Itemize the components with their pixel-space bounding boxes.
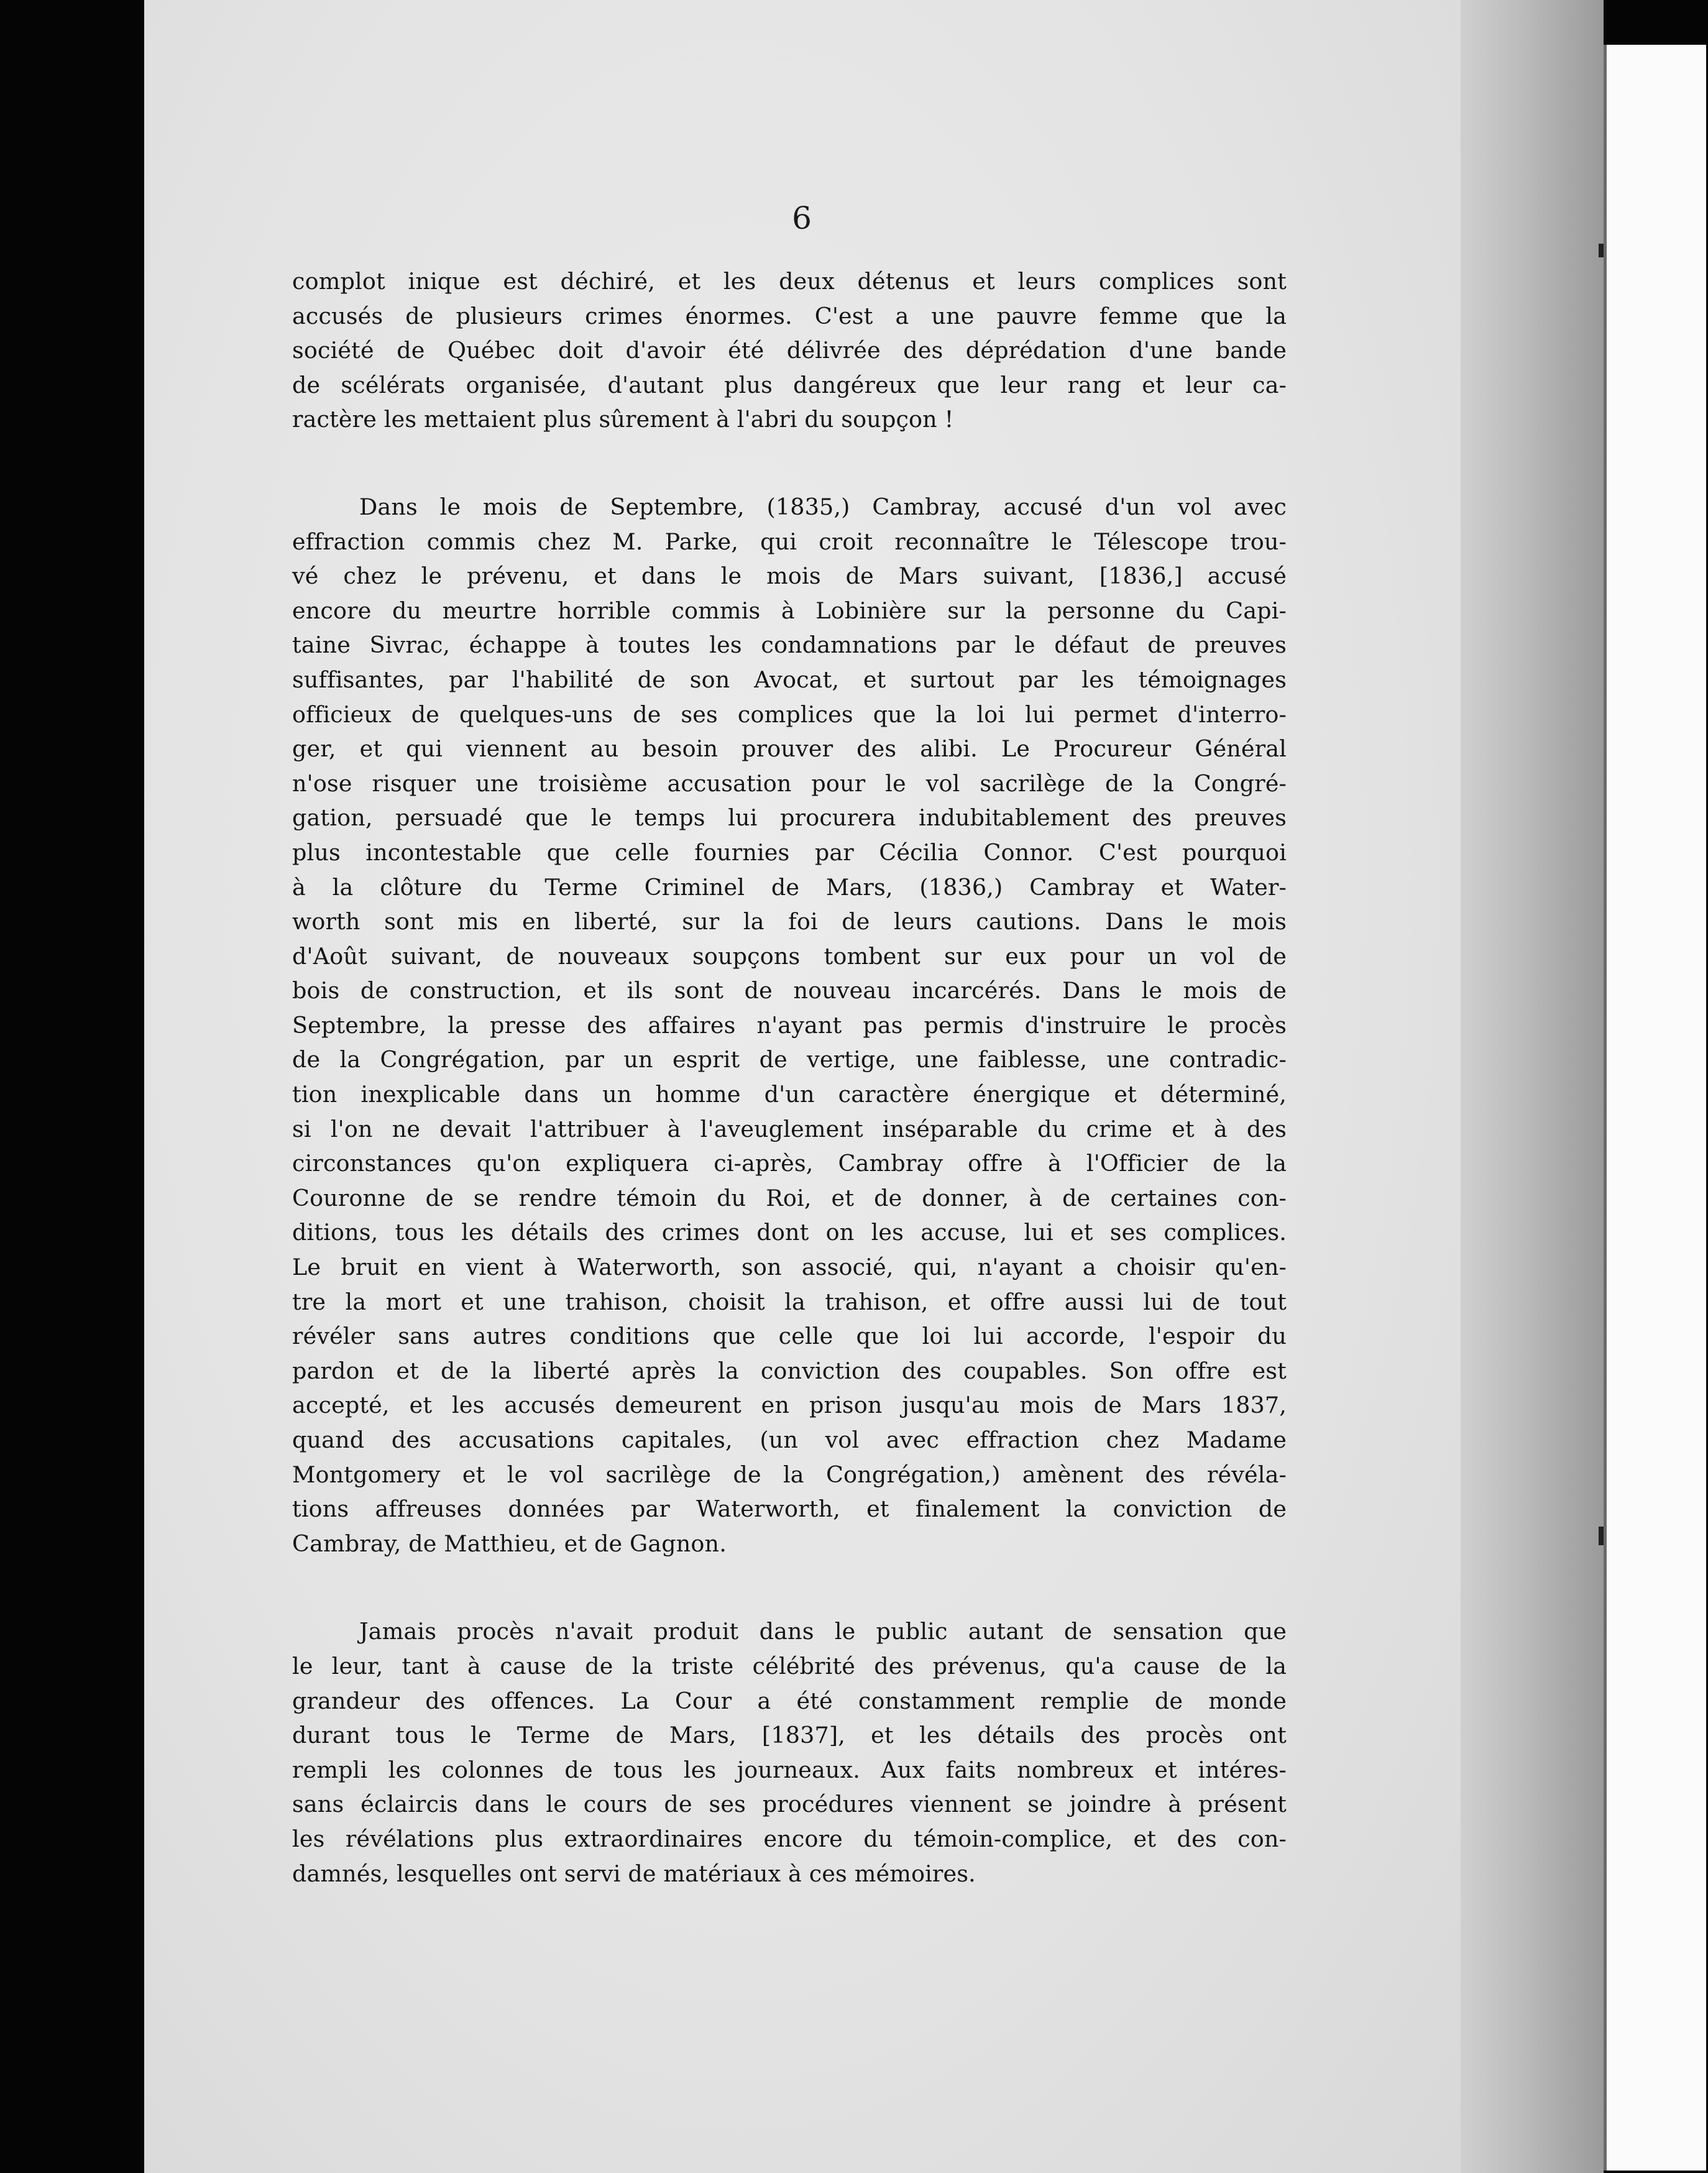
text-line: effraction commis chez M. Parke, qui croit reconnaître le Télescope trou- (292, 528, 1287, 555)
text-line: officieux de quelques-uns de ses complices que la loi lui permet d'interro- (292, 701, 1287, 728)
text-line: Dans le mois de Septembre, (1835,) Cambray, accusé d'un vol avec (359, 493, 1287, 520)
text-line: accepté, et les accusés demeurent en prison jusqu'au mois de Mars 1837, (292, 1392, 1287, 1419)
text-line: à la clôture du Terme Criminel de Mars, (1836,) Cambray et Water- (292, 873, 1287, 901)
text-line: Montgomery et le vol sacrilège de la Congrégation,) amènent des révéla- (292, 1461, 1287, 1488)
text-line: n'ose risquer une troisième accusation pour le vol sacrilège de la Congré- (292, 770, 1287, 797)
text-line: de la Congrégation, par un esprit de vertige, une faiblesse, une contradic- (292, 1046, 1287, 1073)
text-line: sans éclaircis dans le cours de ses procédures viennent se joindre à présent (292, 1791, 1287, 1818)
text-line: Cambray, de Matthieu, et de Gagnon. (292, 1530, 727, 1557)
page-shadow (1461, 0, 1604, 2173)
edge-mark (1599, 244, 1604, 257)
paragraph (292, 264, 1287, 437)
text-line: si l'on ne devait l'attribuer à l'aveuglement inséparable du crime et à des (292, 1115, 1287, 1142)
text-line: plus incontestable que celle fournies par Cécilia Connor. C'est pourquoi (292, 838, 1287, 866)
text-line: Jamais procès n'avait produit dans le public autant de sensation que (359, 1618, 1287, 1645)
text-line: complot inique est déchiré, et les deux détenus et leurs complices sont (292, 268, 1287, 295)
adjacent-sheet (1604, 45, 1706, 2171)
text-line: de scélérats organisée, d'autant plus dangéreux que leur rang et leur ca- (292, 371, 1287, 398)
text-line: encore du meurtre horrible commis à Lobinière sur la personne du Capi- (292, 597, 1287, 624)
text-line: d'Août suivant, de nouveaux soupçons tombent sur eux pour un vol de (292, 942, 1287, 970)
paragraph (292, 490, 1287, 1561)
text-line: Le bruit en vient à Waterworth, son associé, qui, n'ayant a choisir qu'en- (292, 1254, 1287, 1281)
text-line: ractère les mettaient plus sûrement à l'abri du soupçon ! (292, 406, 954, 433)
page-body (292, 264, 1287, 1891)
edge-mark (1599, 1527, 1604, 1545)
text-line: durant tous le Terme de Mars, [1837], et les détails des procès ont (292, 1722, 1287, 1749)
text-line: suffisantes, par l'habilité de son Avocat, et surtout par les témoignages (292, 666, 1287, 693)
text-line: ger, et qui viennent au besoin prouver des alibi. Le Procureur Général (292, 735, 1287, 763)
text-line: rempli les colonnes de tous les journeaux. Aux faits nombreux et intéres- (292, 1756, 1287, 1783)
text-line: ditions, tous les détails des crimes dont on les accuse, lui et ses complices. (292, 1219, 1287, 1246)
text-line: le leur, tant à cause de la triste célébrité des prévenus, qu'a cause de la (292, 1652, 1287, 1679)
text-line: les révélations plus extraordinaires encore du témoin-complice, et des con- (292, 1825, 1287, 1852)
text-line: quand des accusations capitales, (un vol avec effraction chez Madame (292, 1426, 1287, 1453)
text-line: worth sont mis en liberté, sur la foi de leurs cautions. Dans le mois (292, 908, 1287, 935)
text-line: Septembre, la presse des affaires n'ayant pas permis d'instruire le procès (292, 1011, 1287, 1039)
text-line: révéler sans autres conditions que celle que loi lui accorde, l'espoir du (292, 1323, 1287, 1350)
text-line: accusés de plusieurs crimes énormes. C'est a une pauvre femme que la (292, 302, 1287, 329)
text-line: damnés, lesquelles ont servi de matériaux à ces mémoires. (292, 1860, 976, 1887)
text-line: gation, persuadé que le temps lui procurera indubitablement des preuves (292, 804, 1287, 832)
text-line: pardon et de la liberté après la conviction des coupables. Son offre est (292, 1357, 1287, 1384)
text-line: tions affreuses données par Waterworth, et finalement la conviction de (292, 1495, 1287, 1523)
text-line: vé chez le prévenu, et dans le mois de Mars suivant, [1836,] accusé (292, 563, 1287, 590)
text-line: taine Sivrac, échappe à toutes les condamnations par le défaut de preuves (292, 632, 1287, 659)
text-line: grandeur des offences. La Cour a été constamment remplie de monde (292, 1687, 1287, 1714)
text-line: tion inexplicable dans un homme d'un caractère énergique et déterminé, (292, 1081, 1287, 1108)
text-line: bois de construction, et ils sont de nouveau incarcérés. Dans le mois de (292, 977, 1287, 1004)
paragraph (292, 1614, 1287, 1891)
text-line: circonstances qu'on expliquera ci-après, Cambray offre à l'Officier de la (292, 1150, 1287, 1177)
text-line: tre la mort et une trahison, choisit la trahison, et offre aussi lui de tout (292, 1288, 1287, 1315)
page-number: 6 (792, 200, 812, 236)
text-line: Couronne de se rendre témoin du Roi, et de donner, à de certaines con- (292, 1184, 1287, 1211)
text-line: société de Québec doit d'avoir été délivrée des déprédation d'une bande (292, 337, 1287, 364)
